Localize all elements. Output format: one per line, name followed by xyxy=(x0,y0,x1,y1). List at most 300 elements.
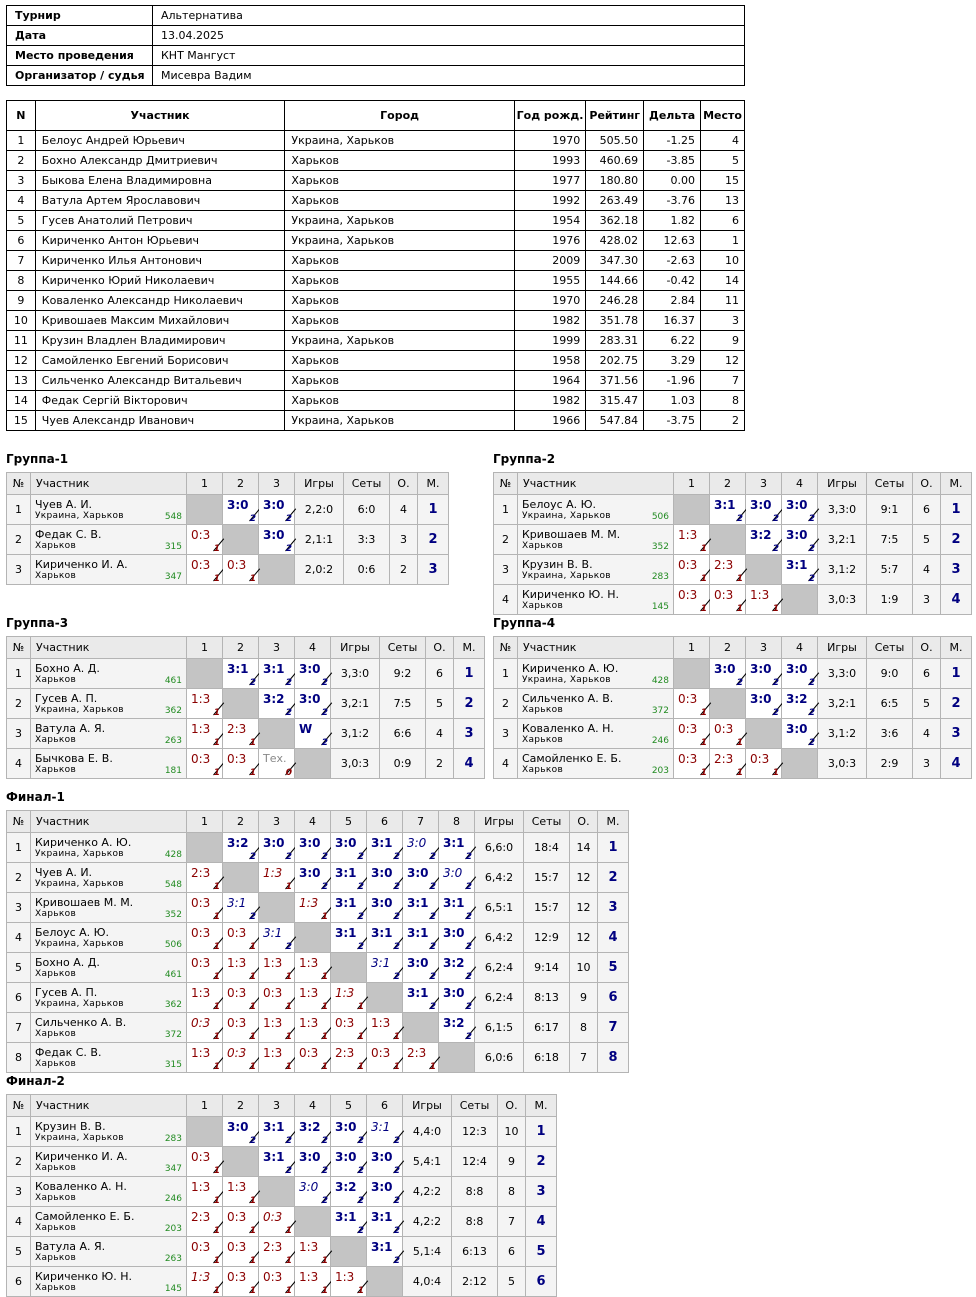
row-number: 1 xyxy=(494,495,518,525)
result-cell xyxy=(259,689,295,719)
group-row xyxy=(7,923,629,953)
result-score: 3:0 xyxy=(299,662,321,676)
result-cell xyxy=(259,1237,295,1267)
result-score: 3:0 xyxy=(443,986,465,1000)
sets-cell: 2:12 xyxy=(452,1267,498,1297)
result-points: 1 xyxy=(249,574,256,584)
result-points: 1 xyxy=(213,1286,220,1296)
player-rating: 347 xyxy=(164,1164,182,1174)
result-cell xyxy=(710,719,746,749)
games-cell: 2,1:1 xyxy=(295,525,344,555)
result-score: 0:3 xyxy=(227,752,247,766)
place-cell: 1 xyxy=(941,495,972,525)
result-cell xyxy=(331,1207,367,1237)
result-score: 3:1 xyxy=(371,1240,393,1254)
result-score: 3:1 xyxy=(407,896,429,910)
result-points: 2 xyxy=(393,1196,400,1206)
participant-birth-year: 1999 xyxy=(514,331,586,351)
info-row xyxy=(7,46,745,66)
group-row xyxy=(7,659,485,689)
player-city: Украина, Харьков xyxy=(35,511,124,521)
result-cell xyxy=(295,863,331,893)
sets-cell: 3:6 xyxy=(867,719,913,749)
place-cell: 2 xyxy=(598,863,629,893)
result-cell xyxy=(223,1207,259,1237)
result-score: 1:3 xyxy=(191,1270,211,1284)
result-points: 2 xyxy=(285,544,292,554)
participant-place: 3 xyxy=(701,311,745,331)
result-cell xyxy=(331,1117,367,1147)
participant-number: 3 xyxy=(7,171,36,191)
result-cell xyxy=(331,1177,367,1207)
diagonal-cell xyxy=(187,495,223,525)
result-points: 1 xyxy=(213,1226,220,1236)
result-cell xyxy=(674,719,710,749)
group-row xyxy=(7,1267,557,1297)
result-cell xyxy=(782,689,818,719)
place-cell: 1 xyxy=(941,659,972,689)
result-points: 2 xyxy=(393,852,400,862)
group-header-row xyxy=(494,637,972,659)
result-score: 3:0 xyxy=(407,956,429,970)
header-sets: Сеты xyxy=(344,473,390,495)
player-rating: 181 xyxy=(164,766,182,776)
participant-rating: 362.18 xyxy=(586,211,644,231)
result-points: 1 xyxy=(249,768,256,778)
player-city: Харьков xyxy=(35,675,77,685)
header-games: Игры xyxy=(475,811,524,833)
player-cell xyxy=(31,833,187,863)
diagonal-cell xyxy=(367,1267,403,1297)
points-cell: 3 xyxy=(913,749,941,779)
result-points: 2 xyxy=(321,882,328,892)
result-score: 1:3 xyxy=(299,1270,319,1284)
sets-cell: 9:2 xyxy=(380,659,426,689)
result-points: 1 xyxy=(736,604,743,614)
result-points: 1 xyxy=(772,604,779,614)
result-score: 3:0 xyxy=(371,866,393,880)
sets-cell: 12:4 xyxy=(452,1147,498,1177)
result-points: 1 xyxy=(429,1062,436,1072)
row-number: 5 xyxy=(7,1237,31,1267)
row-number: 6 xyxy=(7,1267,31,1297)
points-cell: 12 xyxy=(570,923,598,953)
player-rating: 283 xyxy=(164,1134,182,1144)
participant-rating: 547.84 xyxy=(586,411,644,431)
result-score: 3:1 xyxy=(371,956,391,970)
player-name: Крузин В. В. xyxy=(35,1120,106,1133)
points-cell: 5 xyxy=(498,1267,526,1297)
result-points: 1 xyxy=(213,1062,220,1072)
participant-birth-year: 1964 xyxy=(514,371,586,391)
result-score: 3:0 xyxy=(407,866,429,880)
result-score: 0:3 xyxy=(227,1270,247,1284)
result-points: 2 xyxy=(736,678,743,688)
participant-row xyxy=(7,331,745,351)
header-number: № xyxy=(7,473,31,495)
header-opponent: 4 xyxy=(295,1095,331,1117)
result-points: 2 xyxy=(285,514,292,524)
player-rating: 352 xyxy=(651,542,669,552)
diagonal-cell xyxy=(331,953,367,983)
result-cell xyxy=(259,749,295,779)
participant-row xyxy=(7,351,745,371)
result-points: 1 xyxy=(700,708,707,718)
games-cell: 4,2:2 xyxy=(403,1207,452,1237)
result-points: 2 xyxy=(321,708,328,718)
result-cell xyxy=(259,1147,295,1177)
result-points: 2 xyxy=(465,942,472,952)
games-cell: 3,3:0 xyxy=(818,495,867,525)
result-score: 1:3 xyxy=(299,1240,319,1254)
sets-cell: 5:7 xyxy=(867,555,913,585)
place-cell: 1 xyxy=(526,1117,557,1147)
header-player: Участник xyxy=(31,473,187,495)
header-place: М. xyxy=(526,1095,557,1117)
points-cell: 5 xyxy=(426,689,454,719)
row-number: 1 xyxy=(7,833,31,863)
diagonal-cell xyxy=(259,893,295,923)
player-rating: 263 xyxy=(164,736,182,746)
result-points: 2 xyxy=(285,678,292,688)
participant-row xyxy=(7,391,745,411)
result-points: 1 xyxy=(321,912,328,922)
header-sets: Сеты xyxy=(867,473,913,495)
games-cell: 6,2:4 xyxy=(475,953,524,983)
result-score: 1:3 xyxy=(678,528,698,542)
player-name: Самойленко Е. Б. xyxy=(35,1210,135,1223)
result-cell xyxy=(403,953,439,983)
participant-rating: 315.47 xyxy=(586,391,644,411)
result-points: 1 xyxy=(700,768,707,778)
games-cell: 6,1:5 xyxy=(475,1013,524,1043)
result-cell xyxy=(295,1237,331,1267)
sets-cell: 7:5 xyxy=(380,689,426,719)
result-score: 0:3 xyxy=(191,1016,211,1030)
player-rating: 506 xyxy=(651,512,669,522)
result-points: 1 xyxy=(213,1256,220,1266)
result-points: 2 xyxy=(465,1032,472,1042)
player-cell xyxy=(31,555,187,585)
result-cell xyxy=(187,525,223,555)
player-cell xyxy=(518,749,674,779)
points-cell: 6 xyxy=(498,1237,526,1267)
header-points: О. xyxy=(390,473,418,495)
result-points: 1 xyxy=(249,1062,256,1072)
result-points: 1 xyxy=(213,1196,220,1206)
result-points: 1 xyxy=(700,574,707,584)
result-score: 0:3 xyxy=(227,558,247,572)
result-points: 2 xyxy=(321,852,328,862)
result-points: 2 xyxy=(321,678,328,688)
result-points: 2 xyxy=(772,544,779,554)
result-points: 1 xyxy=(321,1256,328,1266)
player-name: Бохно А. Д. xyxy=(35,956,100,969)
result-points: 2 xyxy=(393,1256,400,1266)
player-cell xyxy=(518,555,674,585)
header-points: О. xyxy=(913,473,941,495)
group-header-row xyxy=(7,811,629,833)
result-cell xyxy=(403,1043,439,1073)
participant-number: 14 xyxy=(7,391,36,411)
result-cell xyxy=(367,1237,403,1267)
result-points: 2 xyxy=(357,1226,364,1236)
result-points: 2 xyxy=(285,708,292,718)
sets-cell: 8:8 xyxy=(452,1207,498,1237)
participant-city: Харьков xyxy=(285,351,514,371)
player-name: Ватула А. Я. xyxy=(35,722,106,735)
player-city: Харьков xyxy=(35,909,77,919)
participant-birth-year: 1966 xyxy=(514,411,586,431)
participant-number: 5 xyxy=(7,211,36,231)
player-rating: 428 xyxy=(651,676,669,686)
header-player: Участник xyxy=(518,637,674,659)
result-points: 2 xyxy=(429,1002,436,1012)
participant-city: Харьков xyxy=(285,251,514,271)
result-score: 0:3 xyxy=(227,986,247,1000)
group-row xyxy=(494,555,972,585)
diagonal-cell xyxy=(187,833,223,863)
result-score: 0:3 xyxy=(335,1016,355,1030)
participant-birth-year: 1955 xyxy=(514,271,586,291)
result-cell xyxy=(295,953,331,983)
result-score: 3:1 xyxy=(335,896,357,910)
result-points: 2 xyxy=(808,574,815,584)
result-cell xyxy=(331,923,367,953)
header-opponent: 5 xyxy=(331,1095,367,1117)
result-points: 2 xyxy=(808,514,815,524)
result-points: 1 xyxy=(213,1002,220,1012)
result-score: 0:3 xyxy=(191,896,211,910)
player-rating: 315 xyxy=(164,1060,182,1070)
diagonal-cell xyxy=(710,525,746,555)
diagonal-cell xyxy=(746,719,782,749)
result-score: 3:1 xyxy=(335,926,357,940)
games-cell: 3,3:0 xyxy=(818,659,867,689)
player-name: Коваленко А. Н. xyxy=(35,1180,127,1193)
result-cell xyxy=(295,1177,331,1207)
player-rating: 461 xyxy=(164,676,182,686)
result-points: 1 xyxy=(357,1062,364,1072)
result-cell xyxy=(331,833,367,863)
participant-name: Кириченко Антон Юрьевич xyxy=(35,231,285,251)
sets-cell: 7:5 xyxy=(867,525,913,555)
result-points: 1 xyxy=(213,768,220,778)
result-cell xyxy=(710,495,746,525)
result-cell xyxy=(403,833,439,863)
participant-place: 2 xyxy=(701,411,745,431)
player-name: Кривошаев М. М. xyxy=(35,896,134,909)
games-cell: 3,1:2 xyxy=(331,719,380,749)
participant-number: 12 xyxy=(7,351,36,371)
player-city: Украина, Харьков xyxy=(35,999,124,1009)
info-value: 13.04.2025 xyxy=(153,26,745,46)
result-cell xyxy=(367,863,403,893)
games-cell: 3,2:1 xyxy=(818,525,867,555)
result-score: 3:0 xyxy=(335,836,357,850)
group-row xyxy=(7,1237,557,1267)
result-cell xyxy=(187,923,223,953)
header-opponent: 1 xyxy=(187,1095,223,1117)
diagonal-cell xyxy=(295,923,331,953)
header-place: М. xyxy=(598,811,629,833)
result-score: 3:1 xyxy=(227,662,249,676)
diagonal-cell xyxy=(674,659,710,689)
participants-header: Дельта xyxy=(644,101,701,131)
row-number: 2 xyxy=(494,689,518,719)
result-score: 1:3 xyxy=(263,866,283,880)
header-opponent: 4 xyxy=(782,473,818,495)
result-score: 1:3 xyxy=(299,956,319,970)
player-name: Федак С. В. xyxy=(35,528,102,541)
result-cell xyxy=(439,953,475,983)
participant-birth-year: 1982 xyxy=(514,391,586,411)
group-table xyxy=(493,472,972,615)
sets-cell: 9:0 xyxy=(867,659,913,689)
points-cell: 4 xyxy=(913,555,941,585)
games-cell: 6,5:1 xyxy=(475,893,524,923)
diagonal-cell xyxy=(782,585,818,615)
result-cell xyxy=(403,923,439,953)
participant-rating: 428.02 xyxy=(586,231,644,251)
result-cell xyxy=(259,1267,295,1297)
games-cell: 6,2:4 xyxy=(475,983,524,1013)
result-score: 3:0 xyxy=(371,1180,393,1194)
player-rating: 548 xyxy=(164,880,182,890)
result-cell xyxy=(674,555,710,585)
header-opponent: 2 xyxy=(223,1095,259,1117)
points-cell: 5 xyxy=(913,689,941,719)
result-score: 1:3 xyxy=(227,1180,247,1194)
result-points: 2 xyxy=(249,514,256,524)
result-points: 1 xyxy=(249,972,256,982)
games-cell: 3,2:1 xyxy=(818,689,867,719)
result-cell xyxy=(746,689,782,719)
header-opponent: 8 xyxy=(439,811,475,833)
result-cell xyxy=(223,833,259,863)
result-cell xyxy=(187,1207,223,1237)
games-cell: 3,0:3 xyxy=(818,749,867,779)
result-cell xyxy=(295,1117,331,1147)
row-number: 3 xyxy=(494,719,518,749)
player-rating: 352 xyxy=(164,910,182,920)
result-points: 1 xyxy=(213,1032,220,1042)
games-cell: 4,2:2 xyxy=(403,1177,452,1207)
participant-delta: -3.76 xyxy=(644,191,701,211)
participant-place: 1 xyxy=(701,231,745,251)
player-city: Харьков xyxy=(522,705,564,715)
participant-name: Федак Сергій Вікторович xyxy=(35,391,285,411)
result-points: 2 xyxy=(357,1166,364,1176)
sets-cell: 6:17 xyxy=(524,1013,570,1043)
diagonal-cell xyxy=(295,1207,331,1237)
result-score: 3:1 xyxy=(335,1210,357,1224)
result-points: 2 xyxy=(285,852,292,862)
result-cell xyxy=(295,1147,331,1177)
sets-cell: 15:7 xyxy=(524,863,570,893)
participant-city: Харьков xyxy=(285,291,514,311)
sets-cell: 12:9 xyxy=(524,923,570,953)
result-score: 2:3 xyxy=(407,1046,427,1060)
header-number: № xyxy=(494,637,518,659)
result-cell xyxy=(187,1177,223,1207)
result-points: 2 xyxy=(357,912,364,922)
participant-name: Самойленко Евгений Борисович xyxy=(35,351,285,371)
result-score: 3:0 xyxy=(227,1120,249,1134)
participant-city: Харьков xyxy=(285,311,514,331)
result-points: 2 xyxy=(808,708,815,718)
result-score: 1:3 xyxy=(191,722,211,736)
place-cell: 3 xyxy=(418,555,449,585)
participants-header: Год рожд. xyxy=(514,101,586,131)
header-opponent: 4 xyxy=(295,637,331,659)
diagonal-cell xyxy=(746,555,782,585)
sets-cell: 6:13 xyxy=(452,1237,498,1267)
result-cell xyxy=(439,833,475,863)
result-cell xyxy=(367,923,403,953)
points-cell: 4 xyxy=(913,719,941,749)
result-score: 3:1 xyxy=(371,1210,393,1224)
place-cell: 3 xyxy=(454,719,485,749)
header-opponent: 1 xyxy=(187,473,223,495)
result-cell xyxy=(223,893,259,923)
result-points: 1 xyxy=(736,574,743,584)
player-city: Харьков xyxy=(522,601,564,611)
place-cell: 2 xyxy=(941,689,972,719)
games-cell: 6,4:2 xyxy=(475,863,524,893)
info-label: Турнир xyxy=(7,6,153,26)
place-cell: 3 xyxy=(941,719,972,749)
participant-birth-year: 1976 xyxy=(514,231,586,251)
participants-header: Место xyxy=(701,101,745,131)
participants-header: Город xyxy=(285,101,514,131)
header-opponent: 4 xyxy=(295,811,331,833)
result-points: 2 xyxy=(429,852,436,862)
result-score: 3:0 xyxy=(750,662,772,676)
result-score: 3:1 xyxy=(371,836,393,850)
sets-cell: 3:3 xyxy=(344,525,390,555)
result-points: 2 xyxy=(249,912,256,922)
group-header-row xyxy=(494,473,972,495)
games-cell: 4,4:0 xyxy=(403,1117,452,1147)
player-cell xyxy=(31,1237,187,1267)
participant-delta: 3.29 xyxy=(644,351,701,371)
participant-place: 11 xyxy=(701,291,745,311)
result-score: 3:1 xyxy=(335,866,357,880)
result-cell xyxy=(259,833,295,863)
result-cell xyxy=(223,1013,259,1043)
result-score: 3:0 xyxy=(750,692,772,706)
player-city: Харьков xyxy=(35,541,77,551)
result-cell xyxy=(710,555,746,585)
player-city: Украина, Харьков xyxy=(522,571,611,581)
player-name: Федак С. В. xyxy=(35,1046,102,1059)
result-points: 1 xyxy=(249,1002,256,1012)
place-cell: 4 xyxy=(941,585,972,615)
participant-name: Кириченко Юрий Николаевич xyxy=(35,271,285,291)
result-cell xyxy=(674,749,710,779)
result-score: 3:0 xyxy=(227,498,249,512)
header-opponent: 1 xyxy=(674,637,710,659)
result-score: 3:0 xyxy=(299,692,321,706)
result-score: 0:3 xyxy=(191,1240,211,1254)
group-row xyxy=(7,495,449,525)
result-score: 3:0 xyxy=(263,498,285,512)
group-table xyxy=(6,472,449,585)
result-score: 2:3 xyxy=(714,752,734,766)
result-points: 2 xyxy=(285,1136,292,1146)
result-cell xyxy=(331,983,367,1013)
